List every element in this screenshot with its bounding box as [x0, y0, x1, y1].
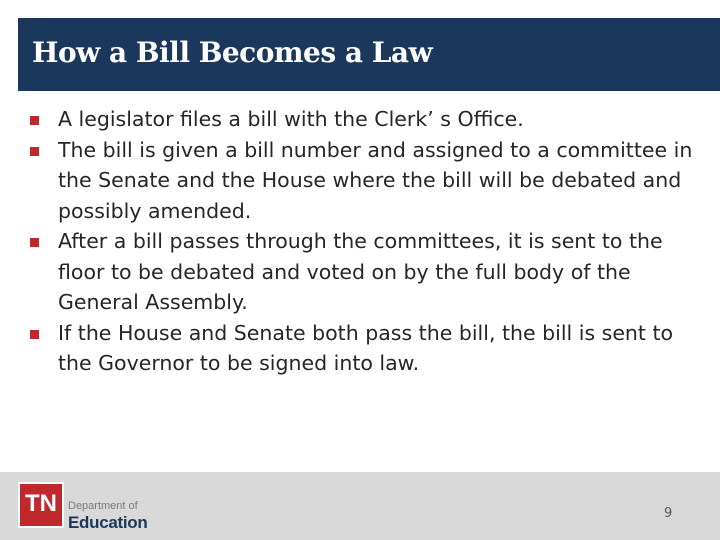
footer-band — [0, 472, 720, 540]
logo-department-text: Department of — [68, 500, 138, 512]
logo-education-text: Education — [68, 513, 148, 532]
bullet-list — [26, 104, 696, 379]
bullet-text: The bill is given a bill number and assigned to a committee in the Senate and the House where the bill will be debated and possibly amended. — [58, 137, 693, 223]
bullet-text: A legislator files a bill with the Clerk’ s Office. — [58, 107, 524, 131]
square-bullet-icon — [30, 116, 39, 125]
bullet-text: After a bill passes through the committees, it is sent to the floor to be debated and voted on by the full body of the General Assembly. — [58, 229, 663, 314]
tn-education-logo — [18, 482, 158, 534]
bullet-text: If the House and Senate both pass the bill, the bill is sent to the Governor to be signed into law. — [58, 320, 674, 375]
slide-title: How a Bill Becomes a Law — [32, 36, 433, 69]
square-bullet-icon — [30, 147, 39, 156]
bullet-item-1 — [26, 104, 696, 135]
tn-logo-mark: TN — [25, 490, 57, 517]
bullet-item-3 — [26, 226, 696, 318]
title-bar — [18, 18, 720, 91]
square-bullet-icon — [30, 330, 39, 339]
square-bullet-icon — [30, 238, 39, 247]
bullet-item-2 — [26, 135, 696, 227]
page-number: 9 — [664, 506, 673, 521]
tn-logo-icon — [18, 482, 64, 528]
bullet-item-4 — [26, 318, 696, 379]
